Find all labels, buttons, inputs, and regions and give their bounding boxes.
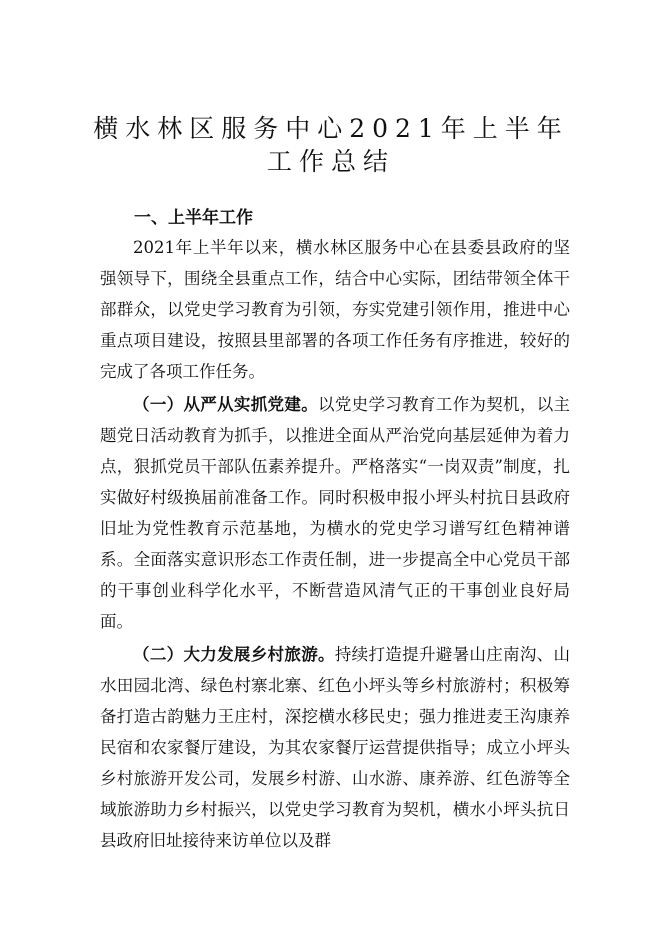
- document-title-line-2: 工作总结: [266, 147, 395, 176]
- paragraph-intro: 2021年上半年以来，横水林区服务中心在县委县政府的坚强领导下，围绕全县重点工作，结合中心实际，团结带领全体干部群众，以党史学习教育为引领，夯实党建引领作用，推进中心重点项目建设，按照县里部署的各项工作任务有序推进，较好的完成了各项工作任务。: [100, 238, 570, 381]
- paragraph-rural-tourism-lead: （二）大力发展乡村旅游。: [133, 645, 335, 664]
- paragraph-party-building-lead: （一）从严从实抓党建。: [133, 395, 319, 414]
- document-body: [100, 232, 570, 856]
- paragraph-party-building-body: 以党史学习教育工作为契机，以主题党日活动教育为抓手，以推进全面从严治党向基层延伸为着力点，狠抓党员干部队伍素养提升。严格落实“一岗双责”制度，扎实做好村级换届前准备工作。同时积极申报小坪头村抗日县政府旧址为党性教育示范基地，为横水的党史学习谱写红色精神谱系。全面落实意识形态工作责任制，进一步提高全中心党员干部的干事创业科学化水平，不断营造风清气正的干事创业良好局面。: [100, 395, 571, 631]
- paragraph-party-building: [100, 389, 570, 637]
- paragraph-rural-tourism-body: 持续打造提升避暑山庄南沟、山水田园北湾、绿色村寨北寨、红色小坪头等乡村旅游村；积极筹备打造古韵魅力王庄村，深挖横水移民史；强力推进麦王沟康养民宿和农家餐厅建设，为其农家餐厅运营提供指导；成立小坪头乡村旅游开发公司，发展乡村游、山水游、康养游、红色游等全域旅游助力乡村振兴，以党史学习教育为契机，横水小坪头抗日县政府旧址接待来访单位以及群: [100, 645, 571, 850]
- document-title-line-1: 横水林区服务中心2021年上半年: [93, 114, 569, 143]
- section-heading-first-half-work: 一、上半年工作: [134, 208, 253, 228]
- paragraph-rural-tourism: [100, 639, 570, 856]
